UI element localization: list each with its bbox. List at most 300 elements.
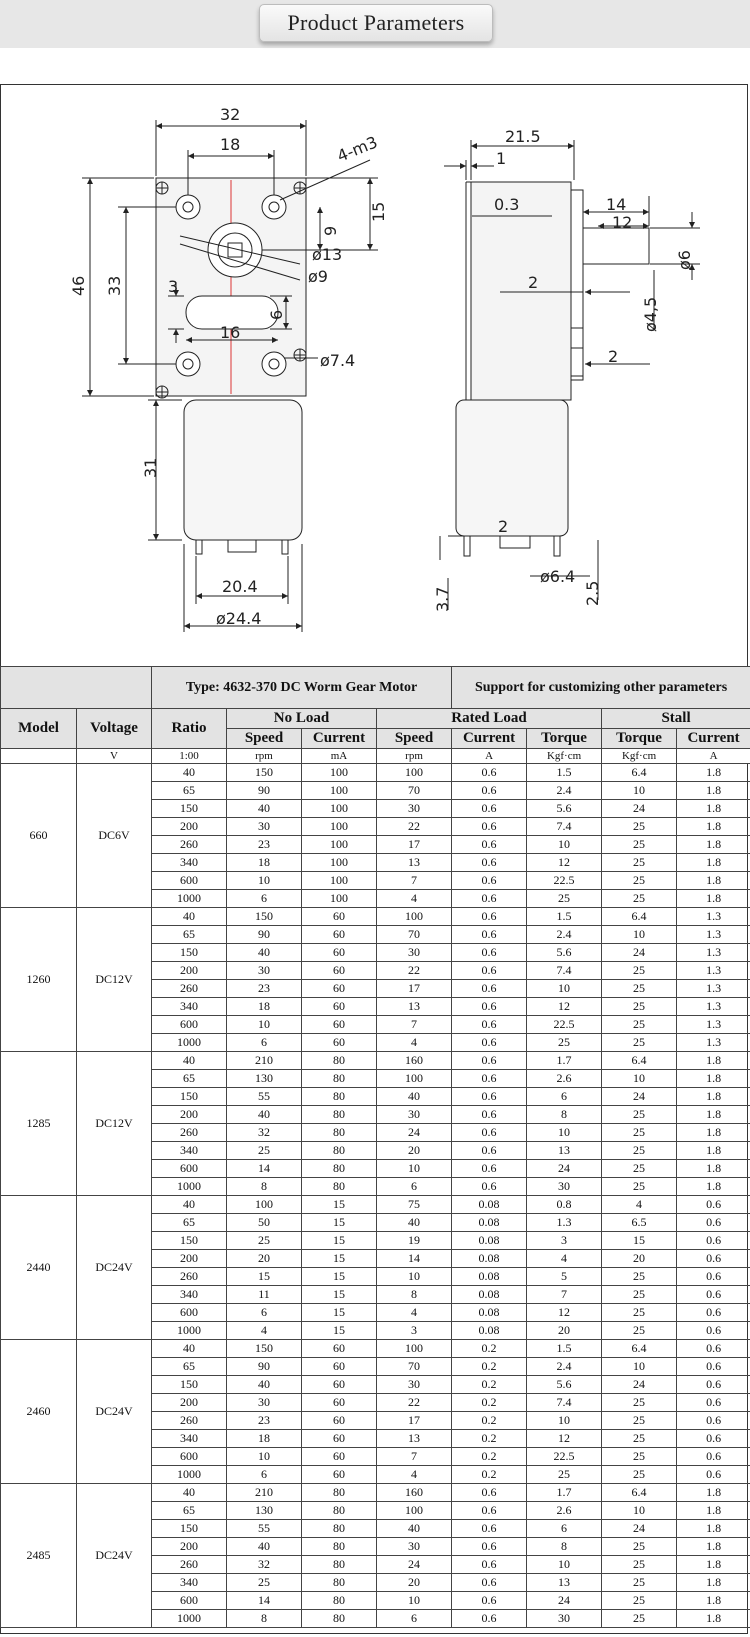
table-cell: 24	[377, 1124, 452, 1142]
header-current: Current	[302, 729, 377, 749]
header-rated-load: Rated Load	[377, 709, 602, 729]
table-cell: 1.3	[677, 944, 750, 962]
table-cell: 25	[602, 1412, 677, 1430]
table-cell: 7.4	[527, 1394, 602, 1412]
table-cell: 1.8	[677, 1052, 750, 1070]
table-cell: 340	[152, 1286, 227, 1304]
table-cell: 0.6	[452, 962, 527, 980]
table-cell: 150	[227, 908, 302, 926]
header-no-load: No Load	[227, 709, 377, 729]
dim-d74: ø7.4	[320, 351, 356, 370]
table-cell: 1.8	[677, 1484, 750, 1502]
table-cell: 80	[302, 1142, 377, 1160]
table-cell: 10	[602, 1502, 677, 1520]
table-cell: 25	[227, 1574, 302, 1592]
table-cell: 150	[152, 800, 227, 818]
table-cell: 0.6	[677, 1268, 750, 1286]
table-cell: 0.6	[452, 908, 527, 926]
table-cell: 150	[227, 1340, 302, 1358]
table-cell: 80	[302, 1610, 377, 1628]
table-cell: 0.08	[452, 1286, 527, 1304]
table-cell: 25	[602, 1394, 677, 1412]
table-cell: 25	[602, 1286, 677, 1304]
table-cell: 40	[152, 1484, 227, 1502]
table-cell: 80	[302, 1556, 377, 1574]
table-cell: 10	[602, 1358, 677, 1376]
table-cell: 150	[152, 944, 227, 962]
voltage-cell: DC12V	[77, 1052, 152, 1196]
table-cell: 0.6	[677, 1412, 750, 1430]
table-cell: 0.6	[677, 1376, 750, 1394]
table-cell: 0.6	[452, 764, 527, 782]
table-cell: 30	[227, 962, 302, 980]
table-cell: 8	[227, 1610, 302, 1628]
dim-215: 21.5	[505, 127, 541, 146]
unit-cell: A	[452, 749, 527, 764]
table-cell: 30	[377, 1538, 452, 1556]
table-cell: 0.6	[452, 980, 527, 998]
table-cell: 1.5	[527, 1340, 602, 1358]
table-cell: 1.8	[677, 1502, 750, 1520]
table-cell: 0.6	[452, 1088, 527, 1106]
table-cell: 25	[602, 1304, 677, 1322]
table-cell: 200	[152, 1250, 227, 1268]
table-cell: 5	[527, 1268, 602, 1286]
table-cell: 0.6	[677, 1448, 750, 1466]
table-cell: 2.4	[527, 1358, 602, 1376]
dim-15: 15	[369, 201, 388, 222]
table-cell: 0.6	[677, 1250, 750, 1268]
table-cell: 1.8	[677, 836, 750, 854]
table-cell: 260	[152, 1268, 227, 1286]
table-cell: 1.8	[677, 1124, 750, 1142]
table-cell: 2.4	[527, 782, 602, 800]
table-cell: 6	[377, 1178, 452, 1196]
table-cell: 100	[302, 872, 377, 890]
table-cell: 4	[377, 1034, 452, 1052]
table-cell: 2.6	[527, 1070, 602, 1088]
table-cell: 25	[227, 1142, 302, 1160]
table-cell: 100	[377, 1070, 452, 1088]
dim-18: 18	[220, 135, 241, 154]
table-cell: 0.08	[452, 1214, 527, 1232]
table-cell: 13	[377, 1430, 452, 1448]
table-cell: 25	[527, 1034, 602, 1052]
table-cell: 1.8	[677, 1610, 750, 1628]
header-voltage: Voltage	[77, 709, 152, 749]
table-cell: 24	[602, 944, 677, 962]
table-cell: 1.8	[677, 818, 750, 836]
table-cell: 80	[302, 1502, 377, 1520]
unit-cell: A	[677, 749, 750, 764]
dim-25: 2.5	[583, 580, 602, 606]
table-cell: 65	[152, 1070, 227, 1088]
table-cell: 200	[152, 1538, 227, 1556]
table-cell: 100	[377, 908, 452, 926]
table-cell: 0.2	[452, 1394, 527, 1412]
table-cell: 40	[377, 1214, 452, 1232]
table-cell: 20	[527, 1322, 602, 1340]
header-speed: Speed	[227, 729, 302, 749]
table-cell: 6	[527, 1088, 602, 1106]
table-cell: 15	[302, 1214, 377, 1232]
table-cell: 80	[302, 1520, 377, 1538]
header-stall: Stall	[602, 709, 750, 729]
table-cell: 7	[377, 1016, 452, 1034]
table-cell: 10	[377, 1160, 452, 1178]
model-cell: 660	[1, 764, 77, 908]
table-cell: 80	[302, 1070, 377, 1088]
dim-d6: ø6	[675, 250, 694, 270]
table-cell: 600	[152, 872, 227, 890]
table-cell: 50	[227, 1214, 302, 1232]
table-cell: 0.6	[452, 1502, 527, 1520]
table-cell: 80	[302, 1160, 377, 1178]
table-cell: 0.6	[452, 998, 527, 1016]
table-cell: 25	[602, 890, 677, 908]
table-cell: 6.4	[602, 1484, 677, 1502]
table-cell: 13	[527, 1574, 602, 1592]
table-cell: 0.6	[677, 1322, 750, 1340]
table-cell: 40	[152, 1052, 227, 1070]
voltage-cell: DC24V	[77, 1196, 152, 1340]
table-cell: 19	[377, 1232, 452, 1250]
table-cell: 25	[602, 1448, 677, 1466]
dim-12: 12	[612, 213, 633, 232]
table-cell: 130	[227, 1502, 302, 1520]
dim-37: 3.7	[433, 586, 452, 612]
table-cell: 0.2	[452, 1412, 527, 1430]
table-cell: 6	[227, 1304, 302, 1322]
table-cell: 340	[152, 1430, 227, 1448]
table-cell: 25	[602, 1142, 677, 1160]
header-ratio: Ratio	[152, 709, 227, 749]
table-cell: 6.4	[602, 764, 677, 782]
table-cell: 3	[527, 1232, 602, 1250]
dim-d244: ø24.4	[216, 609, 262, 628]
table-cell: 8	[527, 1538, 602, 1556]
table-cell: 7	[527, 1286, 602, 1304]
table-cell: 100	[377, 764, 452, 782]
table-cell: 600	[152, 1016, 227, 1034]
table-cell: 7.4	[527, 818, 602, 836]
table-cell: 15	[302, 1286, 377, 1304]
table-cell: 1.8	[677, 1106, 750, 1124]
table-cell: 60	[302, 926, 377, 944]
table-cell: 25	[527, 890, 602, 908]
table-cell: 1.8	[677, 1142, 750, 1160]
table-cell: 80	[302, 1124, 377, 1142]
voltage-cell: DC12V	[77, 908, 152, 1052]
table-cell: 210	[227, 1052, 302, 1070]
table-cell: 24	[527, 1160, 602, 1178]
table-cell: 2.4	[527, 926, 602, 944]
table-cell: 5.6	[527, 1376, 602, 1394]
table-cell: 5.6	[527, 800, 602, 818]
table-cell: 10	[227, 1016, 302, 1034]
voltage-cell: DC6V	[77, 764, 152, 908]
table-cell: 60	[302, 1430, 377, 1448]
table-cell: 25	[602, 836, 677, 854]
table-cell: 7.4	[527, 962, 602, 980]
table-cell: 0.6	[452, 854, 527, 872]
table-cell: 15	[302, 1304, 377, 1322]
dim-2b: 2	[608, 347, 619, 366]
table-cell: 0.6	[677, 1466, 750, 1484]
table-cell: 0.6	[452, 836, 527, 854]
table-cell: 6	[377, 1610, 452, 1628]
table-cell: 1000	[152, 1034, 227, 1052]
table-cell: 1.8	[677, 782, 750, 800]
table-cell: 12	[527, 854, 602, 872]
table-cell: 100	[377, 1502, 452, 1520]
table-cell: 1.3	[677, 1016, 750, 1034]
table-cell: 8	[527, 1106, 602, 1124]
table-cell: 100	[302, 836, 377, 854]
table-cell: 30	[377, 1106, 452, 1124]
table-cell: 60	[302, 908, 377, 926]
table-cell: 65	[152, 782, 227, 800]
table-cell: 0.6	[452, 1610, 527, 1628]
voltage-cell: DC24V	[77, 1484, 152, 1628]
table-cell: 260	[152, 836, 227, 854]
table-cell: 10	[602, 926, 677, 944]
header-current-rated: Current	[452, 729, 527, 749]
table-cell: 4	[227, 1322, 302, 1340]
model-cell: 1260	[1, 908, 77, 1052]
table-cell: 1000	[152, 1322, 227, 1340]
table-cell: 0.6	[452, 872, 527, 890]
table-cell: 260	[152, 1556, 227, 1574]
table-cell: 0.6	[452, 1016, 527, 1034]
table-row	[1, 764, 750, 782]
table-cell: 1000	[152, 890, 227, 908]
unit-cell: mA	[302, 749, 377, 764]
table-cell: 1.7	[527, 1484, 602, 1502]
table-cell: 60	[302, 944, 377, 962]
table-cell: 22	[377, 818, 452, 836]
table-cell: 160	[377, 1052, 452, 1070]
table-cell: 60	[302, 1376, 377, 1394]
table-cell: 1.3	[677, 908, 750, 926]
table-cell: 25	[602, 1160, 677, 1178]
table-cell: 0.2	[452, 1358, 527, 1376]
table-cell: 150	[152, 1088, 227, 1106]
dim-d9: ø9	[308, 267, 328, 286]
table-cell: 65	[152, 1214, 227, 1232]
technical-drawing	[0, 0, 750, 666]
table-cell: 30	[377, 800, 452, 818]
unit-cell: rpm	[227, 749, 302, 764]
table-cell: 10	[377, 1592, 452, 1610]
table-cell: 15	[302, 1268, 377, 1286]
table-cell: 60	[302, 998, 377, 1016]
table-cell: 340	[152, 998, 227, 1016]
table-cell: 12	[527, 1430, 602, 1448]
table-cell: 10	[527, 1556, 602, 1574]
table-cell: 1.8	[677, 1520, 750, 1538]
table-cell: 200	[152, 818, 227, 836]
dim-32: 32	[220, 105, 241, 124]
table-cell: 30	[527, 1178, 602, 1196]
table-cell: 1.8	[677, 1160, 750, 1178]
model-cell: 2440	[1, 1196, 77, 1340]
table-cell: 4	[527, 1250, 602, 1268]
table-cell: 1.8	[677, 800, 750, 818]
unit-cell: Kgf·cm	[527, 749, 602, 764]
dim-16: 16	[220, 323, 241, 342]
table-cell: 600	[152, 1448, 227, 1466]
table-cell: 30	[227, 1394, 302, 1412]
table-cell: 0.6	[452, 1592, 527, 1610]
table-cell: 0.6	[452, 1142, 527, 1160]
table-cell: 0.6	[452, 782, 527, 800]
table-cell: 260	[152, 980, 227, 998]
table-cell: 20	[227, 1250, 302, 1268]
dim-46: 46	[69, 275, 88, 296]
table-cell: 1.3	[677, 998, 750, 1016]
table-cell: 0.6	[677, 1232, 750, 1250]
dim-1: 1	[496, 149, 507, 168]
table-cell: 6.4	[602, 1052, 677, 1070]
table-cell: 80	[302, 1484, 377, 1502]
table-cell: 25	[602, 1430, 677, 1448]
table-cell: 100	[377, 1340, 452, 1358]
table-cell: 10	[602, 782, 677, 800]
table-cell: 55	[227, 1088, 302, 1106]
table-cell: 40	[377, 1088, 452, 1106]
table-cell: 24	[602, 1520, 677, 1538]
table-cell: 150	[152, 1232, 227, 1250]
table-cell: 10	[527, 1124, 602, 1142]
table-cell: 2.6	[527, 1502, 602, 1520]
support-label: Support for customizing other parameters	[452, 667, 750, 709]
table-cell: 10	[527, 1412, 602, 1430]
table-cell: 15	[302, 1196, 377, 1214]
table-cell: 25	[602, 872, 677, 890]
table-cell: 1.3	[677, 962, 750, 980]
table-cell: 0.6	[452, 818, 527, 836]
table-cell: 22.5	[527, 1448, 602, 1466]
table-cell: 0.6	[452, 1574, 527, 1592]
table-cell: 1.8	[677, 854, 750, 872]
table-row	[1, 1196, 750, 1214]
table-cell: 0.08	[452, 1304, 527, 1322]
table-cell: 5.6	[527, 944, 602, 962]
dim-2a: 2	[528, 273, 539, 292]
table-cell: 25	[602, 1538, 677, 1556]
dim-03: 0.3	[494, 195, 520, 214]
table-cell: 25	[602, 1106, 677, 1124]
table-cell: 0.6	[452, 890, 527, 908]
table-cell: 24	[377, 1556, 452, 1574]
table-cell: 260	[152, 1124, 227, 1142]
table-cell: 0.6	[677, 1214, 750, 1232]
table-cell: 60	[302, 1412, 377, 1430]
unit-cell: 1:00	[152, 749, 227, 764]
table-cell: 0.6	[677, 1358, 750, 1376]
table-cell: 10	[227, 1448, 302, 1466]
table-cell: 1.8	[677, 1070, 750, 1088]
type-label: Type: 4632-370 DC Worm Gear Motor	[152, 667, 452, 709]
table-body	[1, 764, 750, 1628]
table-cell: 1.8	[677, 1178, 750, 1196]
table-cell: 0.08	[452, 1268, 527, 1286]
table-cell: 15	[302, 1322, 377, 1340]
table-cell: 100	[302, 782, 377, 800]
table-cell: 1.5	[527, 764, 602, 782]
table-cell: 25	[602, 1178, 677, 1196]
table-cell: 24	[602, 1088, 677, 1106]
dim-3: 3	[168, 277, 179, 296]
table-cell: 90	[227, 926, 302, 944]
table-cell: 40	[152, 1196, 227, 1214]
table-cell: 100	[302, 764, 377, 782]
table-cell: 0.8	[527, 1196, 602, 1214]
table-cell: 0.6	[452, 1034, 527, 1052]
table-cell: 7	[377, 1448, 452, 1466]
table-row	[1, 1052, 750, 1070]
table-cell: 130	[227, 1070, 302, 1088]
table-cell: 40	[227, 800, 302, 818]
table-cell: 30	[227, 818, 302, 836]
table-cell: 32	[227, 1556, 302, 1574]
table-cell: 600	[152, 1160, 227, 1178]
table-cell: 1.3	[677, 1034, 750, 1052]
table-cell: 0.6	[452, 1178, 527, 1196]
table-cell: 60	[302, 1358, 377, 1376]
table-cell: 150	[152, 1376, 227, 1394]
dim-204: 20.4	[222, 577, 258, 596]
table-cell: 18	[227, 998, 302, 1016]
table-cell: 150	[227, 764, 302, 782]
table-cell: 23	[227, 836, 302, 854]
table-cell: 0.6	[452, 926, 527, 944]
table-cell: 6.4	[602, 1340, 677, 1358]
table-cell: 1.8	[677, 872, 750, 890]
table-cell: 600	[152, 1592, 227, 1610]
table-cell: 20	[377, 1574, 452, 1592]
table-cell: 80	[302, 1052, 377, 1070]
table-cell: 600	[152, 1304, 227, 1322]
table-cell: 1.8	[677, 890, 750, 908]
table-cell: 15	[302, 1232, 377, 1250]
dim-4m3: 4-m3	[334, 132, 381, 166]
table-cell: 80	[302, 1538, 377, 1556]
table-cell: 40	[152, 764, 227, 782]
table-cell: 1.8	[677, 1574, 750, 1592]
table-cell: 18	[227, 1430, 302, 1448]
table-cell: 1.3	[527, 1214, 602, 1232]
table-cell: 75	[377, 1196, 452, 1214]
table-cell: 0.2	[452, 1448, 527, 1466]
table-cell: 0.6	[677, 1196, 750, 1214]
table-cell: 40	[227, 1538, 302, 1556]
table-cell: 25	[527, 1466, 602, 1484]
table-row	[1, 1484, 750, 1502]
table-cell: 340	[152, 854, 227, 872]
table-cell: 25	[602, 962, 677, 980]
table-cell: 80	[302, 1088, 377, 1106]
table-cell: 40	[152, 1340, 227, 1358]
table-cell: 0.08	[452, 1232, 527, 1250]
table-cell: 7	[377, 872, 452, 890]
table-cell: 15	[302, 1250, 377, 1268]
table-cell: 1.8	[677, 1088, 750, 1106]
unit-cell: rpm	[377, 749, 452, 764]
table-cell: 0.6	[677, 1304, 750, 1322]
table-cell: 200	[152, 1394, 227, 1412]
